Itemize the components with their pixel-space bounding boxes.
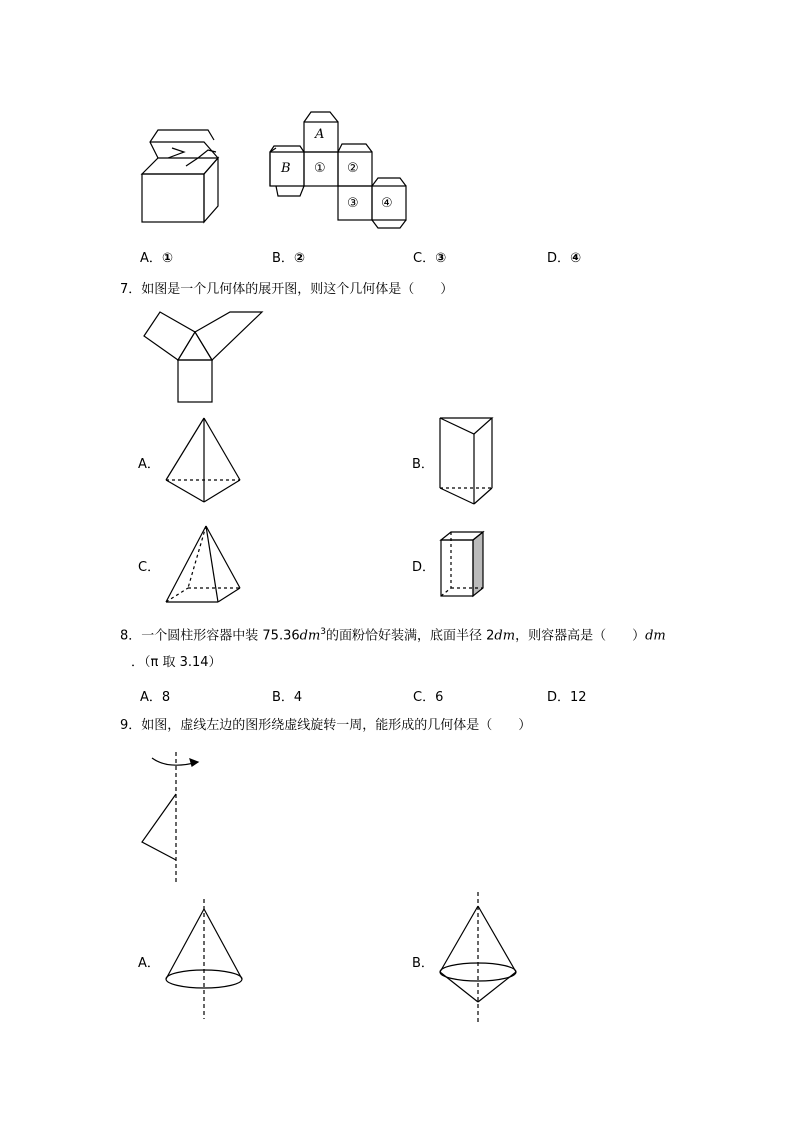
q6-option-c[interactable] — [413, 247, 446, 266]
q7-prism-figure — [434, 414, 500, 508]
q6-option-d-letter: D． — [547, 251, 571, 266]
q9-double-cone-figure — [434, 890, 520, 1026]
q6-option-b[interactable] — [272, 247, 305, 266]
net-label-2: ② — [347, 161, 359, 176]
q9-option-b[interactable]: B． — [412, 956, 434, 971]
q8-unit-1: dm — [299, 628, 321, 644]
q6-option-a[interactable] — [140, 247, 173, 266]
net-label-b: B — [281, 161, 291, 176]
q6-option-d-value: ④ — [570, 251, 582, 266]
open-box-figure — [138, 122, 228, 227]
q7-option-b[interactable]: B． — [412, 457, 434, 472]
q8-unit-3: dm — [645, 628, 666, 644]
q8-stem — [120, 623, 666, 645]
rotation-figure — [138, 750, 208, 886]
q6-option-b-letter: B． — [272, 251, 294, 266]
prism-net-figure — [140, 308, 268, 404]
q8-stem-part2: 的面粉恰好装满，底面半径 2 — [326, 628, 495, 644]
q8-stem-part3: ，则容器高是（ ） — [515, 628, 646, 644]
q8-stem-part1: 8．一个圆柱形容器中装 75.36 — [120, 628, 300, 644]
q8-option-a[interactable]: A．8 — [140, 690, 171, 705]
q8-sup: 3 — [320, 627, 327, 637]
q8-option-b[interactable]: B．4 — [272, 690, 303, 705]
q9-stem: 9．如图，虚线左边的图形绕虚线旋转一周，能形成的几何体是（ ） — [120, 718, 532, 733]
q7-stem: 7．如图是一个几何体的展开图，则这个几何体是（ ） — [120, 282, 454, 297]
q6-option-c-value: ③ — [435, 251, 447, 266]
net-label-4: ④ — [381, 196, 393, 211]
q6-option-a-value: ① — [161, 251, 173, 266]
net-label-3: ③ — [347, 196, 359, 211]
q6-option-a-letter: A． — [140, 251, 162, 266]
q8-stem-line2: ．（π 取 3.14） — [131, 655, 222, 670]
q6-option-c-letter: C． — [413, 251, 436, 266]
q7-quad-pyramid-figure — [162, 522, 244, 606]
q7-pyramid-figure — [160, 414, 246, 508]
q7-option-c[interactable]: C． — [138, 560, 161, 575]
q6-option-b-value: ② — [293, 251, 305, 266]
q7-option-a[interactable]: A． — [138, 457, 160, 472]
q7-option-d[interactable]: D． — [412, 560, 436, 575]
q9-cone-figure — [160, 895, 246, 1023]
q8-option-c[interactable]: C．6 — [413, 690, 444, 705]
net-label-a: A — [315, 127, 325, 142]
q9-option-a[interactable]: A． — [138, 956, 160, 971]
q6-option-d[interactable] — [547, 247, 581, 266]
q8-option-d[interactable]: D．12 — [547, 690, 587, 705]
net-label-1: ① — [314, 161, 326, 176]
q8-unit-2: dm — [494, 628, 516, 644]
q7-cuboid-figure — [437, 528, 489, 600]
